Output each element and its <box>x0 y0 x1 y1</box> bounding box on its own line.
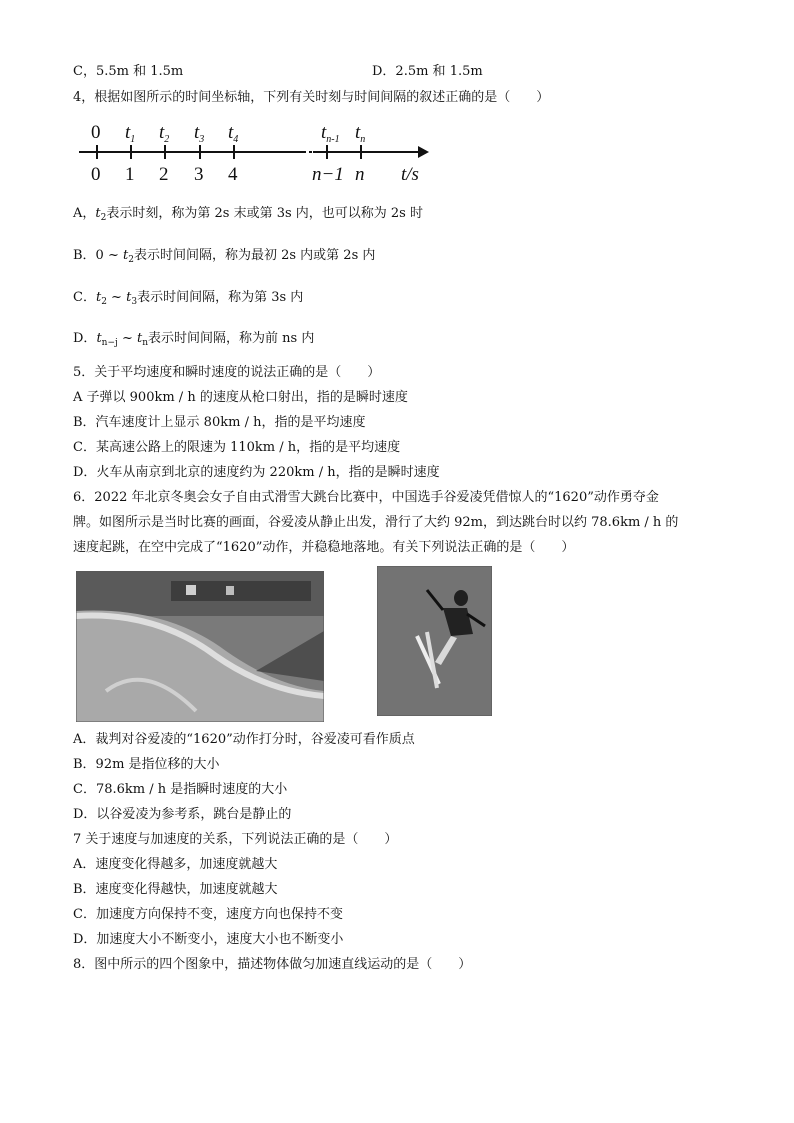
timeline-top-label: $t_{n-1}$ <box>321 122 340 145</box>
q6-option-d: D．以谷爱凌为参考系，跳台是静止的 <box>73 807 292 822</box>
skier-airborne-photo <box>377 566 492 716</box>
q4-d-mid: ~ <box>117 331 137 346</box>
q4-d-sub1: n−j <box>101 338 118 348</box>
q4-a-var: t <box>95 206 101 221</box>
timeline-svg <box>73 118 433 188</box>
skier-helmet <box>454 590 468 606</box>
timeline-top-sub: n-1 <box>326 134 340 145</box>
q5-option-c: C．某高速公路上的限速为 110km / h，指的是平均速度 <box>73 440 401 455</box>
ski-jump-venue-photo <box>76 571 324 722</box>
q7-option-a: A．速度变化得越多，加速度就越大 <box>73 857 278 872</box>
q4-c-post: 表示时间间隔，称为第 3s 内 <box>137 290 304 305</box>
q4-stem: 4，根据如图所示的时间坐标轴，下列有关时刻与时间间隔的叙述正确的是（ ） <box>73 90 550 105</box>
q7-option-c: C．加速度方向保持不变，速度方向也保持不变 <box>73 907 343 922</box>
q5-option-a: A 子弹以 900km / h 的速度从枪口射出，指的是瞬时速度 <box>73 390 408 405</box>
timeline-top-label: $t_1$ <box>125 122 136 145</box>
q4-b-pre: B．0 ~ <box>73 248 123 263</box>
timeline-top-label: $t_3$ <box>194 122 205 145</box>
q6-option-b: B．92m 是指位移的大小 <box>73 757 220 772</box>
timeline-top-sub: 2 <box>164 134 170 145</box>
timeline-top-sub: n <box>360 134 366 145</box>
timeline-top-label: $t_2$ <box>159 122 170 145</box>
q4-d-var2: t <box>136 331 143 346</box>
q4-d-var1: t <box>96 331 102 346</box>
timeline-top-label: 0 <box>91 122 101 143</box>
q7-option-b: B．速度变化得越快，加速度就越大 <box>73 882 278 897</box>
q4-a-post: 表示时刻，称为第 2s 末或第 3s 内，也可以称为 2s 时 <box>106 206 423 221</box>
skier-photo-drawing <box>377 566 492 716</box>
q5-option-b: B．汽车速度计上显示 80km / h，指的是平均速度 <box>73 415 366 430</box>
timeline-top-sub: 4 <box>233 134 239 145</box>
q4-a-sub: 2 <box>100 213 107 223</box>
q4-c-var2: t <box>126 290 132 305</box>
q4-option-a <box>73 204 423 225</box>
q8-stem: 8．图中所示的四个图象中，描述物体做匀加速直线运动的是（ ） <box>73 957 472 972</box>
q4-option-c <box>73 288 303 309</box>
timeline-top-sub: 3 <box>199 134 205 145</box>
q4-d-sub2: n <box>142 338 149 348</box>
timeline-bottom-label: n−1 <box>312 164 344 185</box>
q4-b-post: 表示时间间隔，称为最初 2s 内或第 2s 内 <box>133 248 376 263</box>
q4-c-pre: C． <box>73 290 96 305</box>
q5-stem: 5．关于平均速度和瞬时速度的说法正确的是（ ） <box>73 365 381 380</box>
timeline-bottom-label: 3 <box>194 164 204 185</box>
q4-c-mid: ~ <box>106 290 127 305</box>
q7-option-d: D．加速度大小不断变小，速度大小也不断变小 <box>73 932 344 947</box>
timeline-bottom-label: 4 <box>228 164 238 185</box>
timeline-ticks <box>91 122 365 185</box>
q3-option-c: C，5.5m 和 1.5m <box>73 64 184 79</box>
timeline-bottom-label: 2 <box>159 164 169 185</box>
timeline-bottom-label: n <box>355 164 365 185</box>
q6-stem-line2: 牌。如图所示是当时比赛的画面，谷爱凌从静止出发，滑行了大约 92m，到达跳台时以约 78.6km / h 的 <box>73 515 679 530</box>
q3-option-d: D．2.5m 和 1.5m <box>372 64 483 79</box>
q4-b-var: t <box>122 248 129 263</box>
q4-c-var1: t <box>95 290 102 305</box>
axis-arrow <box>418 146 429 158</box>
timeline-bottom-label: 1 <box>125 164 135 185</box>
q7-stem: 7 关于速度与加速度的关系，下列说法正确的是（ ） <box>73 832 398 847</box>
axis-label: t/s <box>401 164 419 185</box>
q6-stem-line1: 6．2022 年北京冬奥会女子自由式滑雪大跳台比赛中，中国选手谷爱凌凭借惊人的“1620”动作勇夺金 <box>73 490 659 505</box>
q4-b-sub: 2 <box>128 255 134 265</box>
timeline-top-sub: 1 <box>130 134 136 145</box>
q5-option-d: D．火车从南京到北京的速度约为 220km / h，指的是瞬时速度 <box>73 465 440 480</box>
timeline-top-label: $t_4$ <box>228 122 239 145</box>
q4-option-d <box>73 329 314 350</box>
q6-option-a: A．裁判对谷爱凌的“1620”动作打分时，谷爱凌可看作质点 <box>73 732 415 747</box>
q4-c-sub2: 3 <box>131 297 138 307</box>
q4-option-b <box>73 246 375 267</box>
q4-a-pre: A， <box>73 206 96 221</box>
q4-d-pre: D． <box>73 331 97 346</box>
timeline-top-label: $t_n$ <box>355 122 366 145</box>
q6-stem-line3: 速度起跳，在空中完成了“1620”动作，并稳稳地落地。有关下列说法正确的是（ ） <box>73 540 575 555</box>
q4-d-post: 表示时间间隔，称为前 ns 内 <box>148 331 315 346</box>
timeline-bottom-label: 0 <box>91 164 101 185</box>
q4-c-sub1: 2 <box>101 297 107 307</box>
q4-timeline-figure <box>73 118 433 188</box>
venue-photo-drawing <box>76 571 324 722</box>
q6-option-c: C．78.6km / h 是指瞬时速度的大小 <box>73 782 288 797</box>
